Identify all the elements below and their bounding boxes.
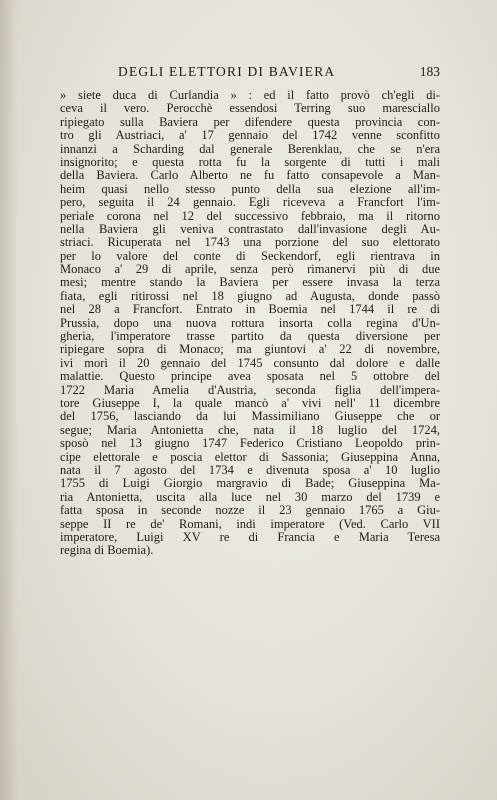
text-line: nel 28 a Francfort. Entrato in Boemia nel 1744 il re di	[60, 303, 440, 317]
text-line: ripiegato sulla Baviera per difendere questa provincia con-	[60, 115, 440, 129]
spine-shadow	[0, 0, 18, 800]
text-line: per lo valore del conte di Seckendorf, egli rientrava in	[60, 249, 440, 263]
text-line: tro gli Austriaci, a' 17 gennaio del 1742 venne sconfitto	[60, 129, 440, 143]
text-line: fatta sposa in seconde nozze il 23 gennaio 1765 a Giu-	[60, 504, 440, 518]
text-line: tore Giuseppe I, la quale mancò a' vivi nell' 11 dicembre	[60, 396, 440, 410]
text-line: del 1756, lasciando da lui Massimiliano Giuseppe che or	[60, 410, 440, 424]
text-line: periale corona nel 12 del successivo febbraio, ma il ritorno	[60, 209, 440, 223]
text-line: ripiegare sopra di Monaco; ma giuntovi a' 22 di novembre,	[60, 343, 440, 357]
page-header	[60, 62, 440, 82]
text-line: gheria, l'imperatore trasse partito da questa diversione per	[60, 330, 440, 344]
running-title: DEGLI ELETTORI DI BAVIERA	[118, 64, 336, 79]
text-line: ivi morì il 20 gennaio del 1745 consunto dal dolore e dalle	[60, 356, 440, 370]
text-line: ria Antonietta, uscita alla luce nel 30 marzo del 1739 e	[60, 490, 440, 504]
text-line: innanzi a Scharding dal generale Berenklau, che se n'era	[60, 142, 440, 156]
text-line: sposò nel 13 giugno 1747 Federico Cristiano Leopoldo prin-	[60, 437, 440, 451]
text-line: 1755 di Luigi Giorgio margravio di Bade; Giuseppina Ma-	[60, 477, 440, 491]
text-line: 1722 Maria Amelia d'Austria, seconda figlia dell'impera-	[60, 383, 440, 397]
text-line: della Baviera. Carlo Alberto ne fu fatto consapevole a Man-	[60, 169, 440, 183]
text-line: mesi; mentre stando la Baviera per essere invasa la terza	[60, 276, 440, 290]
text-line: cipe elettorale e poscia elettor di Sassonia; Giuseppina Anna,	[60, 450, 440, 464]
text-line: seppe II re de' Romani, indi imperatore (Ved. Carlo VII	[60, 517, 440, 531]
text-line: regina di Boemia).	[60, 544, 154, 558]
page-number: 183	[419, 64, 440, 79]
text-line: nata il 7 agosto del 1734 e divenuta sposa a' 10 luglio	[60, 463, 440, 477]
text-line: pero, seguita il 24 gennaio. Egli riceveva a Francfort l'im-	[60, 196, 440, 210]
text-line: Prussia, dopo una nuova rottura insorta colla regina d'Un-	[60, 316, 440, 330]
text-line: striaci. Ricuperata nel 1743 una porzione del suo elettorato	[60, 236, 440, 250]
text-line: fiata, egli ritirossi nel 18 giugno ad Augusta, donde passò	[60, 289, 440, 303]
text-line: ceva il vero. Perocchè essendosi Terring suo maresciallo	[60, 102, 440, 116]
text-line: nella Baviera gli veniva contrastato dall'invasione degli Au-	[60, 222, 440, 236]
text-line: Monaco a' 29 di aprile, senza però rimanervi più di due	[60, 263, 440, 277]
text-line: » siete duca di Curlandia » : ed il fatto provò ch'egli di-	[60, 89, 440, 102]
text-line: segue; Maria Antonietta che, nata il 18 luglio del 1724,	[60, 423, 440, 437]
text-line: malattie. Questo principe avea sposata nel 5 ottobre del	[60, 370, 440, 384]
text-line: insignorito; e questa rotta fu la sorgente di tutti i mali	[60, 155, 440, 169]
text-line: imperatore, Luigi XV re di Francia e Maria Teresa	[60, 530, 440, 544]
text-line: heim quasi nello stesso punto della sua elezione all'im-	[60, 182, 440, 196]
body-text	[60, 89, 440, 558]
